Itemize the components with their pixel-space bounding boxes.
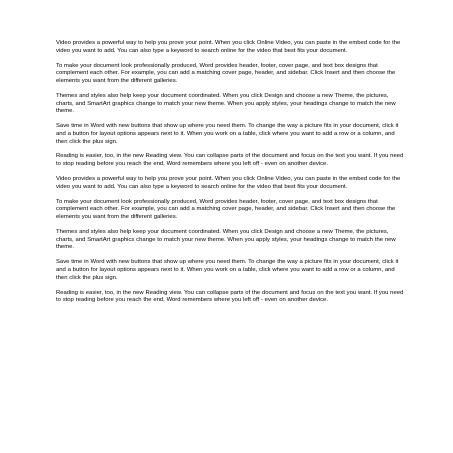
document-page	[56, 40, 406, 312]
paragraph-2: To make your document look professionally produced, Word provides header, footer, cover page, and text box designs that complement each other. For example, you can add a matching cover page, header, and sidebar. Click Insert and then choose the elements you want from the different galleries.	[56, 62, 396, 84]
paragraph-8: Themes and styles also help keep your document coordinated. When you click Design and choose a new Theme, the pictures, charts, and SmartArt graphics change to match your new theme. When you apply styles, your headings change to match the new theme.	[56, 228, 396, 251]
paragraph-1: Video provides a powerful way to help you prove your point. When you click Online Video, you can paste in the embed code for the video you want to add. You can also type a keyword to search online for the video that best fits your document.	[56, 40, 401, 54]
paragraph-5: Reading is easier, too, in the new Reading view. You can collapse parts of the document and focus on the text you want. If you need to stop reading before you reach the end, Word remembers where you left off - even on another device.	[56, 153, 404, 168]
paragraph-7: To make your document look professionally produced, Word provides header, footer, cover page, and text box designs that complement each other. For example, you can add a matching cover page, header, and sidebar. Click Insert and then choose the elements you want from the different galleries.	[56, 198, 396, 221]
paragraph-10: Reading is easier, too, in the new Reading view. You can collapse parts of the document and focus on the text you want. If you need to stop reading before you reach the end, Word remembers where you left off - even on another device.	[56, 289, 404, 304]
paragraph-9: Save time in Word with new buttons that show up where you need them. To change the way a picture fits in your document, click it and a button for layout options appears next to it. When you work on a table, click where you want to add a row or a column, and then click the plus sign.	[56, 259, 399, 281]
paragraph-3: Themes and styles also help keep your document coordinated. When you click Design and choose a new Theme, the pictures, charts, and SmartArt graphics change to match your new theme. When you apply styles, your headings change to match the new theme.	[56, 92, 396, 115]
paragraph-6: Video provides a powerful way to help you prove your point. When you click Online Video, you can paste in the embed code for the video you want to add. You can also type a keyword to search online for the video that best fits your document.	[56, 176, 401, 190]
paragraph-4: Save time in Word with new buttons that show up where you need them. To change the way a picture fits in your document, click it and a button for layout options appears next to it. When you work on a table, click where you want to add a row or a column, and then click the plus sign.	[56, 123, 399, 145]
